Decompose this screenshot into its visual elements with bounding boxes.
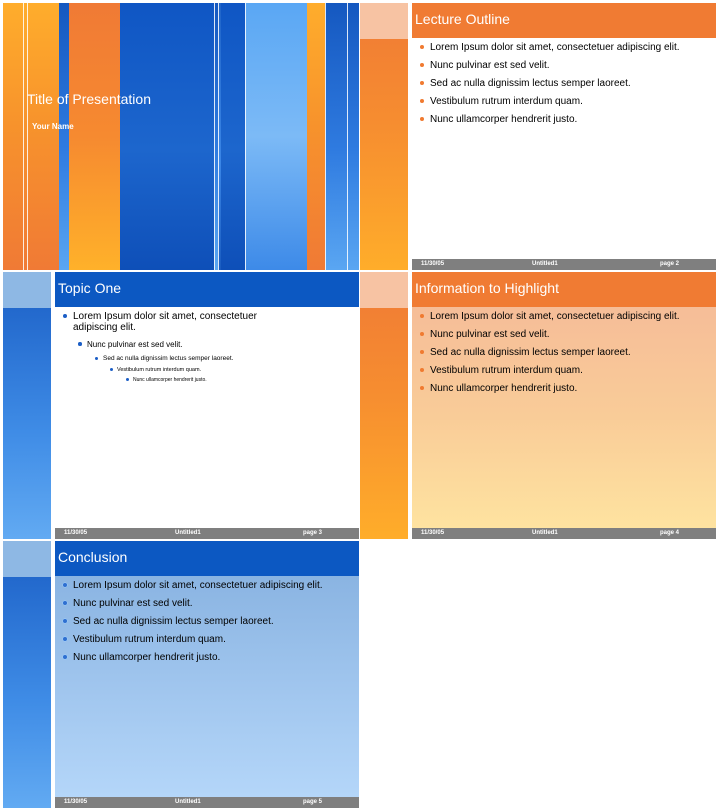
footer-title: Untitled1 [175, 530, 201, 536]
footer-date: 11/30/05 [421, 530, 445, 536]
blue-stripe [221, 3, 245, 270]
slide-thumbnail-1[interactable] [3, 3, 359, 270]
bullet-icon [420, 63, 424, 67]
bullet-icon [63, 601, 67, 605]
slide-body [55, 307, 359, 528]
list-item: Nunc ullamcorper hendrerit justo. [55, 652, 353, 663]
sidebar-top-block [3, 541, 51, 577]
list-item: Lorem Ipsum dolor sit amet, consectetuer adipiscing elit. [412, 311, 710, 322]
list-item: Lorem Ipsum dolor sit amet, consectetuer adipiscing elit. [55, 580, 353, 591]
footer-page-number: page 2 [660, 261, 680, 267]
slide-title: Topic One [58, 280, 122, 296]
presenter-name: Your Name [32, 122, 74, 131]
blue-stripe [120, 3, 214, 270]
slide-thumbnail-2[interactable] [360, 3, 716, 270]
bullet-list [412, 311, 710, 401]
sidebar-divider [51, 541, 52, 808]
list-item: Lorem Ipsum dolor sit amet, consectetuer adipiscing elit. [412, 42, 710, 53]
footer-date: 11/30/05 [421, 261, 445, 267]
slide-thumbnail-3[interactable] [3, 272, 359, 539]
slide-body [55, 576, 359, 797]
bullet-icon [63, 314, 67, 318]
slide-body [412, 307, 716, 528]
divider-line [214, 3, 215, 270]
slide-header [55, 272, 359, 307]
bullet-icon [63, 583, 67, 587]
footer-title: Untitled1 [175, 799, 201, 805]
footer-page-number: page 5 [303, 799, 323, 805]
list-item: Sed ac nulla dignissim lectus semper laoreet. [55, 616, 353, 627]
footer-date: 11/30/05 [64, 799, 88, 805]
bullet-list [412, 42, 710, 132]
slide-title: Information to Highlight [415, 280, 559, 296]
blue-stripe [59, 3, 69, 270]
divider-line [27, 3, 28, 270]
slide-footer [55, 528, 359, 539]
slide-sidebar [360, 272, 408, 539]
footer-page-number: page 4 [660, 530, 680, 536]
orange-stripe [3, 3, 59, 270]
slide-body [412, 38, 716, 259]
bullet-icon [420, 386, 424, 390]
list-item: Sed ac nulla dignissim lectus semper laoreet. [412, 78, 710, 89]
bullet-list [55, 580, 353, 670]
list-item: Nunc ullamcorper hendrerit justo. [412, 114, 710, 125]
divider-line [245, 3, 246, 270]
orange-stripe [69, 3, 120, 270]
sidebar-divider [408, 3, 409, 270]
footer-date: 11/30/05 [64, 530, 88, 536]
bullet-icon [78, 342, 82, 346]
sidebar-divider [51, 272, 52, 539]
divider-line [325, 3, 326, 270]
sidebar-top-block [360, 3, 408, 39]
bullet-icon [420, 117, 424, 121]
divider-line [347, 3, 348, 270]
bullet-icon [63, 637, 67, 641]
footer-title: Untitled1 [532, 261, 558, 267]
list-item: Sed ac nulla dignissim lectus semper laoreet. [412, 347, 710, 358]
list-item-level-1: Lorem Ipsum dolor sit amet, consectetuer adipiscing elit. [73, 311, 303, 333]
footer-title: Untitled1 [532, 530, 558, 536]
sidebar-divider [408, 272, 409, 539]
slide-header [412, 3, 716, 38]
bullet-icon [110, 368, 113, 371]
list-item-level-3: Sed ac nulla dignissim lectus semper laoreet. [103, 355, 233, 362]
list-item-level-2: Nunc pulvinar est sed velit. [87, 340, 183, 349]
sidebar-top-block [3, 272, 51, 308]
divider-line [23, 3, 24, 270]
bullet-icon [63, 619, 67, 623]
bullet-icon [420, 350, 424, 354]
bullet-icon [420, 368, 424, 372]
footer-page-number: page 3 [303, 530, 323, 536]
list-item: Vestibulum rutrum interdum quam. [412, 96, 710, 107]
slide-footer [412, 259, 716, 270]
list-item-level-5: Nunc ullamcorper hendrerit justo. [133, 377, 207, 383]
blue-stripe [325, 3, 359, 270]
list-item: Nunc pulvinar est sed velit. [55, 598, 353, 609]
slide-header [412, 272, 716, 307]
bullet-icon [420, 45, 424, 49]
list-item: Nunc ullamcorper hendrerit justo. [412, 383, 710, 394]
bullet-icon [420, 332, 424, 336]
bullet-icon [63, 655, 67, 659]
slide-header [55, 541, 359, 576]
slide-sidebar [3, 541, 51, 808]
slide-footer [412, 528, 716, 539]
list-item-level-4: Vestibulum rutrum interdum quam. [117, 367, 201, 373]
presentation-title: Title of Presentation [27, 91, 151, 107]
bullet-icon [95, 357, 98, 360]
slide-title: Lecture Outline [415, 11, 510, 27]
slide-sidebar [360, 3, 408, 270]
bullet-icon [126, 378, 129, 381]
sidebar-top-block [360, 272, 408, 308]
orange-stripe [307, 3, 325, 270]
slide-footer [55, 797, 359, 808]
divider-line [218, 3, 219, 270]
bullet-icon [420, 81, 424, 85]
light-blue-stripe [245, 3, 307, 270]
list-item: Nunc pulvinar est sed velit. [412, 60, 710, 71]
slide-thumbnail-5[interactable] [3, 541, 359, 808]
bullet-icon [420, 314, 424, 318]
slide-thumbnail-4[interactable] [360, 272, 716, 539]
list-item: Nunc pulvinar est sed velit. [412, 329, 710, 340]
slide-title: Conclusion [58, 549, 128, 565]
list-item: Vestibulum rutrum interdum quam. [412, 365, 710, 376]
bullet-icon [420, 99, 424, 103]
slide-sidebar [3, 272, 51, 539]
list-item: Vestibulum rutrum interdum quam. [55, 634, 353, 645]
